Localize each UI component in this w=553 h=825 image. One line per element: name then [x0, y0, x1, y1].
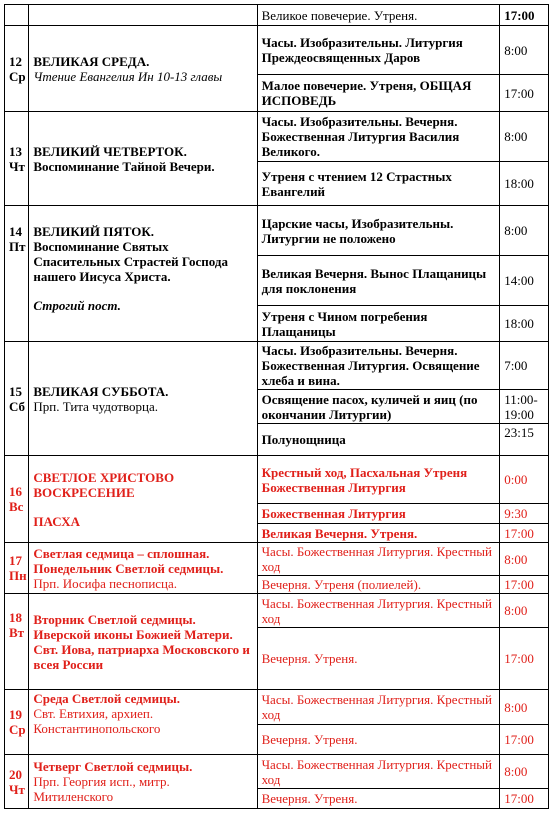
date-cell [5, 112, 29, 206]
schedule-row [5, 456, 549, 504]
schedule-row [5, 594, 549, 628]
service-name: Царские часы, Изобразительны. Литургии не положено [257, 206, 500, 256]
service-time: 8:00 [500, 543, 549, 576]
day-number: 19 [9, 707, 22, 722]
date-cell [5, 690, 29, 755]
day-number: 14 [9, 224, 22, 239]
date-cell [5, 206, 29, 342]
service-time: 17:00 [500, 725, 549, 755]
day-of-week: Чт [9, 158, 25, 174]
day-description [29, 112, 257, 206]
service-time: 23:15 [500, 424, 549, 456]
day-number: 20 [9, 766, 22, 782]
day-title-2: ПАСХА [33, 513, 81, 529]
day-number: 18 [9, 610, 22, 625]
schedule-table [4, 4, 549, 809]
day-description [29, 456, 257, 543]
service-time: 18:00 [500, 306, 549, 342]
service-time: 9:30 [500, 504, 549, 524]
service-name: Часы. Изобразительны. Вечерня. Божественная Литургия Василия Великого. [257, 112, 500, 162]
service-name: Крестный ход, Пасхальная Утреня Божественная Литургия [257, 456, 500, 504]
date-cell [5, 5, 29, 26]
day-number: 16 [9, 484, 22, 499]
schedule-row [5, 543, 549, 576]
service-time: 7:00 [500, 342, 549, 390]
day-of-week: Пн [9, 568, 27, 583]
service-name: Божественная Литургия [257, 504, 500, 524]
service-name: Вечерня. Утреня. [257, 789, 500, 809]
day-subtitle: Прп. Тита чудотворца. [33, 398, 159, 414]
service-name: Вечерня. Утреня. [257, 725, 500, 755]
day-title: ВЕЛИКИЙ ЧЕТВЕРТОК. [33, 143, 187, 159]
service-time: 8:00 [500, 112, 549, 162]
day-number: 15 [9, 383, 22, 399]
schedule-row [5, 112, 549, 162]
day-subtitle: Прп. Георгия исп., митр. Митиленского [33, 774, 170, 804]
service-name: Малое повечерие. Утреня, ОБЩАЯ ИСПОВЕДЬ [257, 75, 500, 112]
service-name: Великая Вечерня. Утреня. [257, 524, 500, 543]
day-note: Строгий пост. [33, 298, 121, 313]
schedule-row [5, 206, 549, 256]
day-title: Четверг Светлой седмицы. [33, 759, 193, 774]
day-description [29, 690, 257, 755]
day-of-week: Вс [9, 499, 24, 514]
service-name: Часы. Божественная Литургия. Крестный ход [257, 594, 500, 628]
date-cell [5, 594, 29, 690]
service-name: Часы. Божественная Литургия. Крестный ход [257, 755, 500, 789]
day-subtitle: Прп. Иосифа песнописца. [33, 575, 178, 591]
service-name: Великое повечерие. Утреня. [257, 5, 500, 26]
day-description [29, 5, 257, 26]
day-of-week: Вт [9, 625, 25, 640]
service-name: Утреня с Чином погребения Плащаницы [257, 306, 500, 342]
day-note: Чтение Евангелия Ин 10-13 главы [33, 68, 223, 84]
day-title: СВЕТЛОЕ ХРИСТОВО ВОСКРЕСЕНИЕ [33, 469, 175, 500]
date-cell [5, 456, 29, 543]
service-time: 8:00 [500, 755, 549, 789]
schedule-row [5, 26, 549, 75]
service-name: Освящение пасох, куличей и яиц (по окончании Литургии) [257, 390, 500, 424]
day-description [29, 342, 257, 456]
service-time: 18:00 [500, 162, 549, 206]
service-name: Часы. Изобразительны. Литургия Преждеосвященных Даров [257, 26, 500, 75]
service-time: 8:00 [500, 206, 549, 256]
service-name: Часы. Божественная Литургия. Крестный ход [257, 690, 500, 725]
date-cell [5, 543, 29, 594]
service-time: 17:00 [500, 524, 549, 543]
service-time: 17:00 [500, 5, 549, 26]
service-name: Вечерня. Утреня (полиелей). [257, 576, 500, 594]
service-name: Часы. Божественная Литургия. Крестный ход [257, 543, 500, 576]
service-name: Полунощница [257, 424, 500, 456]
day-of-week: Чт [9, 781, 25, 797]
service-time: 14:00 [500, 256, 549, 306]
service-time: 17:00 [500, 628, 549, 690]
service-time: 8:00 [500, 594, 549, 628]
day-title: ВЕЛИКАЯ СРЕДА. [33, 53, 150, 69]
schedule-row [5, 342, 549, 390]
service-time: 17:00 [500, 576, 549, 594]
day-description [29, 543, 257, 594]
schedule-row [5, 690, 549, 725]
service-name: Великая Вечерня. Вынос Плащаницы для поклонения [257, 256, 500, 306]
day-of-week: Ср [9, 722, 26, 737]
date-cell [5, 26, 29, 112]
service-time: 17:00 [500, 75, 549, 112]
service-name: Вечерня. Утреня. [257, 628, 500, 690]
schedule-row [5, 5, 549, 26]
day-description [29, 206, 257, 342]
day-number: 17 [9, 553, 22, 568]
day-subtitle: Воспоминание Святых Спасительных Страстей Господа нашего Иисуса Христа. [33, 239, 228, 284]
day-subtitle: Свт. Евтихия, архиеп. Константинопольского [33, 706, 161, 736]
service-time: 8:00 [500, 690, 549, 725]
day-of-week: Ср [9, 68, 26, 84]
service-name: Часы. Изобразительны. Вечерня. Божественная Литургия. Освящение хлеба и вина. [257, 342, 500, 390]
service-time: 0:00 [500, 456, 549, 504]
day-subtitle: Воспоминание Тайной Вечери. [33, 158, 215, 174]
day-title: Светлая седмица – сплошная. Понедельник Светлой седмицы. [33, 545, 224, 576]
service-time: 11:00-19:00 [500, 390, 549, 424]
day-number: 13 [9, 143, 22, 159]
schedule-row [5, 755, 549, 789]
day-title: ВЕЛИКИЙ ПЯТОК. [33, 224, 155, 239]
date-cell [5, 342, 29, 456]
day-title: ВЕЛИКАЯ СУББОТА. [33, 383, 169, 399]
date-cell [5, 755, 29, 809]
day-number: 12 [9, 53, 22, 69]
service-time: 17:00 [500, 789, 549, 809]
day-description [29, 26, 257, 112]
day-of-week: Сб [9, 398, 26, 414]
service-time: 8:00 [500, 26, 549, 75]
day-title: Среда Светлой седмицы. [33, 691, 181, 706]
day-of-week: Пт [9, 239, 26, 254]
service-name: Утреня с чтением 12 Страстных Евангелий [257, 162, 500, 206]
day-description [29, 755, 257, 809]
day-description: Вторник Светлой седмицы. Иверской иконы Божией Матери. Свт. Иова, патриарха Московского и всея России [29, 594, 257, 690]
